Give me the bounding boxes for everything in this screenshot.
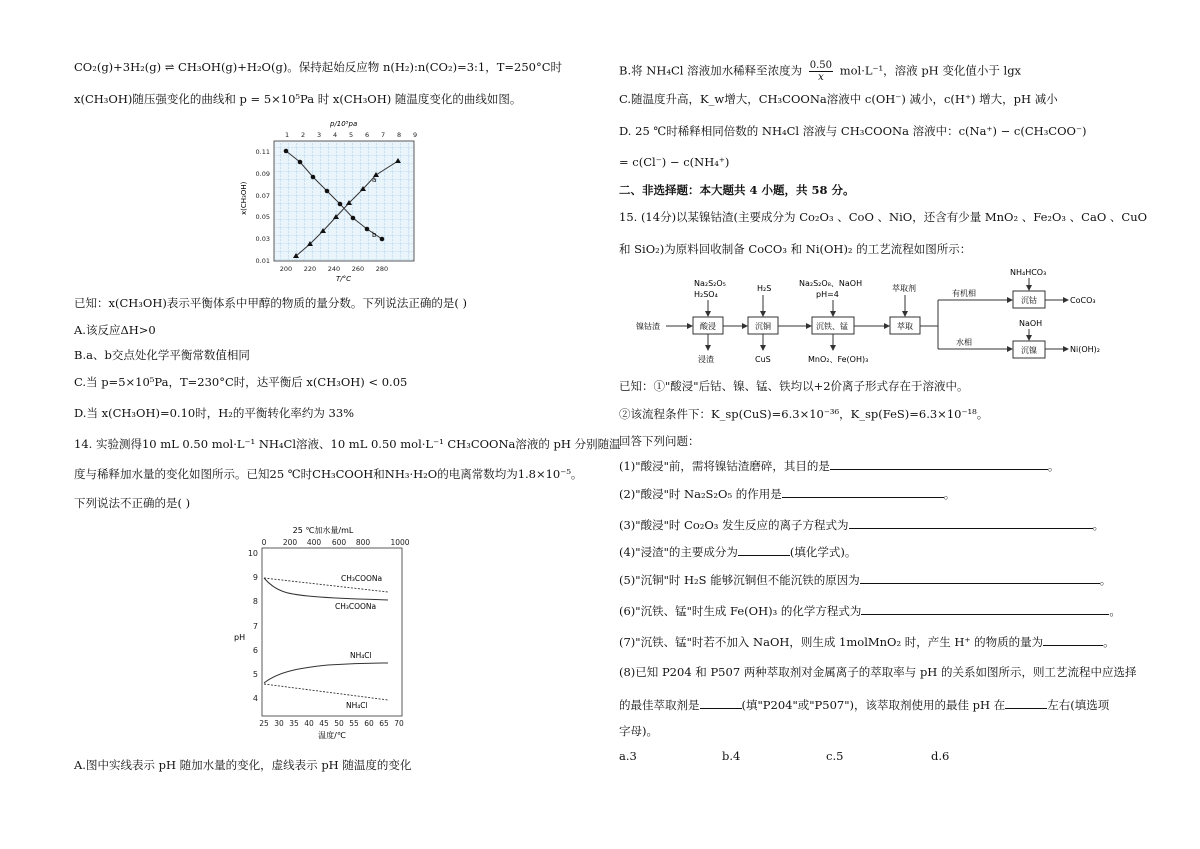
period: 。 <box>1109 604 1121 618</box>
option-b-text2: mol·L⁻¹，溶液 pH 变化值小于 lgx <box>839 63 1022 78</box>
svg-text:7: 7 <box>381 131 386 139</box>
svg-text:3: 3 <box>317 131 322 139</box>
chart2-bottom-label: 温度/℃ <box>318 731 346 740</box>
question-14-line3: 下列说法不正确的是( ) <box>74 496 191 510</box>
svg-text:9: 9 <box>252 573 258 582</box>
svg-text:240: 240 <box>327 265 341 273</box>
flow-reagent-5: NH₄HCO₃ <box>1010 268 1047 277</box>
answer-blank-5[interactable] <box>860 572 1100 584</box>
svg-text:0.03: 0.03 <box>255 235 270 243</box>
flow-box-cobalt: 沉钴 <box>1021 296 1037 305</box>
chart1-top-axis-label: p/10⁵pa <box>330 120 358 128</box>
chart-xch3oh <box>232 115 422 285</box>
svg-text:40: 40 <box>304 719 314 728</box>
sub-question-4-text: (4)"浸渣"的主要成分为 <box>619 545 738 559</box>
chart1-point-b: b <box>372 231 377 239</box>
flow-box-extract: 萃取 <box>897 322 913 331</box>
svg-text:6: 6 <box>252 646 258 655</box>
svg-text:65: 65 <box>379 719 389 728</box>
sub-question-8-text1: 的最佳萃取剂是 <box>619 698 700 712</box>
sub-question-3 <box>619 517 1104 532</box>
option-b-text1: B.将 NH₄Cl 溶液加水稀释至浓度为 <box>619 63 803 78</box>
chart1-bottom-axis-label: T/°C <box>336 275 352 283</box>
text-line: x(CH₃OH)随压强变化的曲线和 p = 5×10⁵Pa 时 x(CH₃OH) 随温度变化的曲线如图。 <box>74 92 522 106</box>
chart1-point-a: a <box>372 176 377 184</box>
period: 。 <box>1103 635 1115 649</box>
svg-text:10: 10 <box>247 549 258 558</box>
sub-question-6 <box>619 603 1121 618</box>
curve-nh4cl-solid <box>264 663 388 683</box>
svg-text:400: 400 <box>306 538 322 547</box>
svg-text:5: 5 <box>349 131 354 139</box>
option-a-14: A.图中实线表示 pH 随加水量的变化，虚线表示 pH 随温度的变化 <box>74 758 412 772</box>
question-15-line1: 15. (14分)以某镍钴渣(主要成分为 Co₂O₃ 、CoO 、NiO，还含有少量 MnO₂ 、Fe₂O₃ 、CaO 、CuO <box>619 210 1148 224</box>
option-d-14-line1: D. 25 ℃时稀释相同倍数的 NH₄Cl 溶液与 CH₃COONa 溶液中：c(Na⁺) − c(CH₃COO⁻) <box>619 124 1087 138</box>
svg-text:55: 55 <box>349 719 359 728</box>
sub-question-8-line3: 字母)。 <box>619 724 658 738</box>
period: 。 <box>943 487 956 501</box>
svg-text:220: 220 <box>303 265 317 273</box>
option-a: A.该反应ΔH>0 <box>74 323 156 337</box>
svg-text:0: 0 <box>261 538 267 547</box>
flow-box-copper: 沉铜 <box>755 322 771 331</box>
svg-text:600: 600 <box>331 538 347 547</box>
answer-blank-6[interactable] <box>861 603 1109 615</box>
chart1-y-axis-label: x(CH₃OH) <box>240 181 248 215</box>
sub-question-2-text: (2)"酸浸"时 Na₂S₂O₅ 的作用是 <box>619 487 782 501</box>
svg-text:30: 30 <box>274 719 284 728</box>
svg-text:70: 70 <box>394 719 404 728</box>
answer-blank-2[interactable] <box>782 486 944 498</box>
svg-text:25: 25 <box>259 719 269 728</box>
sub-question-8-line1: (8)已知 P204 和 P507 两种萃取剂对金属离子的萃取率与 pH 的关系如图所示，则工艺流程中应选择 <box>619 665 1137 679</box>
answer-blank-7[interactable] <box>1043 634 1103 646</box>
curve-nh4cl-dashed <box>264 684 388 700</box>
svg-text:0.11: 0.11 <box>255 148 270 156</box>
equation-line: CO₂(g)+3H₂(g) ⇌ CH₃OH(g)+H₂O(g)。保持起始反应物 n(H₂):n(CO₂)=3:1，T=250°C时 <box>74 60 563 74</box>
choice-a: a.3 <box>619 749 637 763</box>
known-1: 已知：①"酸浸"后钴、镍、锰、铁均以+2价离子形式存在于溶液中。 <box>619 379 969 393</box>
flow-output-3: MnO₂、Fe(OH)₃ <box>808 355 869 364</box>
chart2-label-nh4cl-dashed: NH₄Cl <box>346 701 368 710</box>
fraction <box>809 60 833 83</box>
option-b: B.a、b交点处化学平衡常数值相同 <box>74 348 250 362</box>
svg-text:1000: 1000 <box>390 538 410 547</box>
svg-text:200: 200 <box>279 265 293 273</box>
svg-text:7: 7 <box>252 622 258 631</box>
choice-c: c.5 <box>826 749 844 763</box>
svg-text:6: 6 <box>365 131 370 139</box>
svg-text:2: 2 <box>301 131 306 139</box>
sub-question-7-text: (7)"沉铁、锰"时若不加入 NaOH，则生成 1molMnO₂ 时，产生 H⁺ 的物质的量为 <box>619 635 1044 649</box>
svg-text:4: 4 <box>252 694 258 703</box>
sub-question-1 <box>619 458 1059 473</box>
flow-product-nickel: Ni(OH)₂ <box>1070 345 1100 354</box>
chart2-label-ch3coona-dashed: CH₃COONa <box>341 574 383 583</box>
svg-text:60: 60 <box>364 719 374 728</box>
sub-question-7 <box>619 634 1115 649</box>
known-2: ②该流程条件下：K_sp(CuS)=6.3×10⁻³⁶，K_sp(FeS)=6.3×10⁻¹⁸。 <box>619 407 989 421</box>
sub-question-1-text: (1)"酸浸"前，需将镍钴渣磨碎，其目的是 <box>619 459 830 473</box>
sub-question-8-text3: 左右(填选项 <box>1047 698 1110 712</box>
sub-question-5 <box>619 572 1111 587</box>
sub-question-5-text: (5)"沉铜"时 H₂S 能够沉铜但不能沉铁的原因为 <box>619 573 860 587</box>
fraction-denominator: x <box>818 72 824 83</box>
question-14-line1: 14. 实验测得10 mL 0.50 mol·L⁻¹ NH₄Cl溶液、10 mL 0.50 mol·L⁻¹ CH₃COONa溶液的 pH 分别随温 <box>74 437 621 451</box>
svg-text:8: 8 <box>252 597 258 606</box>
process-flow-diagram <box>636 266 1136 370</box>
option-b-14 <box>619 60 1021 83</box>
svg-text:50: 50 <box>334 719 344 728</box>
option-d-14-line2: = c(Cl⁻) − c(NH₄⁺) <box>619 155 730 169</box>
svg-text:8: 8 <box>397 131 402 139</box>
text-line: 已知：x(CH₃OH)表示平衡体系中甲醇的物质的量分数。下列说法正确的是( ) <box>74 296 467 310</box>
svg-text:4: 4 <box>333 131 338 139</box>
svg-text:0.05: 0.05 <box>255 213 270 221</box>
flow-box-fe-mn: 沉铁、锰 <box>816 322 848 331</box>
period: 。 <box>1047 459 1060 473</box>
sub-question-8-text2: (填"P204"或"P507")，该萃取剂使用的最佳 pH 在 <box>741 698 1006 712</box>
answer-blank-8b[interactable] <box>1005 697 1047 709</box>
chart2-top-label: 25 ℃加水量/mL <box>292 526 354 535</box>
svg-text:5: 5 <box>252 670 258 679</box>
sub-question-8-line2 <box>619 697 1109 712</box>
flow-aqueous-phase: 水相 <box>956 338 972 347</box>
flow-start: 镍钴渣 <box>636 322 660 331</box>
answer-blank-4[interactable] <box>738 544 790 556</box>
chart-ph <box>228 522 418 747</box>
period: 。 <box>1092 518 1105 532</box>
chart2-y-label: pH <box>234 633 246 642</box>
option-c-14: C.随温度升高，K_w增大，CH₃COONa溶液中 c(OH⁻) 减小，c(H⁺) 增大，pH 减小 <box>619 92 1058 106</box>
flow-box-nickel: 沉镍 <box>1021 346 1037 355</box>
option-c: C.当 p=5×10⁵Pa，T=230°C时，达平衡后 x(CH₃OH) < 0.05 <box>74 375 408 389</box>
svg-text:1: 1 <box>285 131 290 139</box>
flow-output-1: 浸渣 <box>698 355 714 364</box>
flow-reagent-2: H₂S <box>757 284 772 293</box>
sub-question-3-text: (3)"酸浸"时 Co₂O₃ 发生反应的离子方程式为 <box>619 518 849 532</box>
svg-text:200: 200 <box>282 538 298 547</box>
fraction-numerator: 0.50 <box>809 60 833 71</box>
sub-question-6-text: (6)"沉铁、锰"时生成 Fe(OH)₃ 的化学方程式为 <box>619 604 862 618</box>
flow-box-acid-leach: 酸浸 <box>700 322 716 331</box>
question-15-line2: 和 SiO₂)为原料回收制备 CoCO₃ 和 Ni(OH)₂ 的工艺流程如图所示： <box>619 242 972 256</box>
chart2-label-nh4cl-solid: NH₄Cl <box>350 651 372 660</box>
flow-output-2: CuS <box>755 355 771 364</box>
sub-question-2 <box>619 486 955 501</box>
answer-blank-8a[interactable] <box>700 697 742 709</box>
flow-reagent-3b: pH=4 <box>816 290 839 299</box>
flow-organic-phase: 有机相 <box>952 289 976 298</box>
flow-reagent-6: NaOH <box>1019 319 1043 328</box>
choice-b: b.4 <box>722 749 741 763</box>
svg-text:0.07: 0.07 <box>255 192 270 200</box>
flow-reagent-3a: Na₂S₂O₈、NaOH <box>799 279 863 288</box>
sub-question-4 <box>619 544 856 559</box>
svg-text:260: 260 <box>351 265 365 273</box>
period: 。 <box>1099 573 1112 587</box>
svg-text:280: 280 <box>375 265 389 273</box>
answer-blank-1[interactable] <box>830 458 1048 470</box>
svg-text:0.01: 0.01 <box>255 257 270 265</box>
svg-text:9: 9 <box>413 131 418 139</box>
flow-reagent-1b: H₂SO₄ <box>694 290 718 299</box>
svg-text:800: 800 <box>355 538 371 547</box>
section-heading: 二、非选择题：本大题共 4 小题，共 58 分。 <box>619 183 855 197</box>
question-14-line2: 度与稀释加水量的变化如图所示。已知25 ℃时CH₃COOH和NH₃·H₂O的电离常数均为1.8×10⁻⁵。 <box>74 467 583 481</box>
sub-question-4-suffix: (填化学式)。 <box>789 545 857 559</box>
chart2-label-ch3coona-solid: CH₃COONa <box>335 602 377 611</box>
svg-text:45: 45 <box>319 719 329 728</box>
svg-text:0.09: 0.09 <box>255 170 270 178</box>
answer-blank-3[interactable] <box>849 517 1093 529</box>
flow-product-cobalt: CoCO₃ <box>1070 296 1096 305</box>
answer-prompt: 回答下列问题： <box>619 434 700 448</box>
svg-text:35: 35 <box>289 719 299 728</box>
flow-reagent-4: 萃取剂 <box>892 284 916 293</box>
option-d: D.当 x(CH₃OH)=0.10时，H₂的平衡转化率约为 33% <box>74 406 355 420</box>
flow-reagent-1a: Na₂S₂O₅ <box>694 279 726 288</box>
choice-d: d.6 <box>931 749 950 763</box>
